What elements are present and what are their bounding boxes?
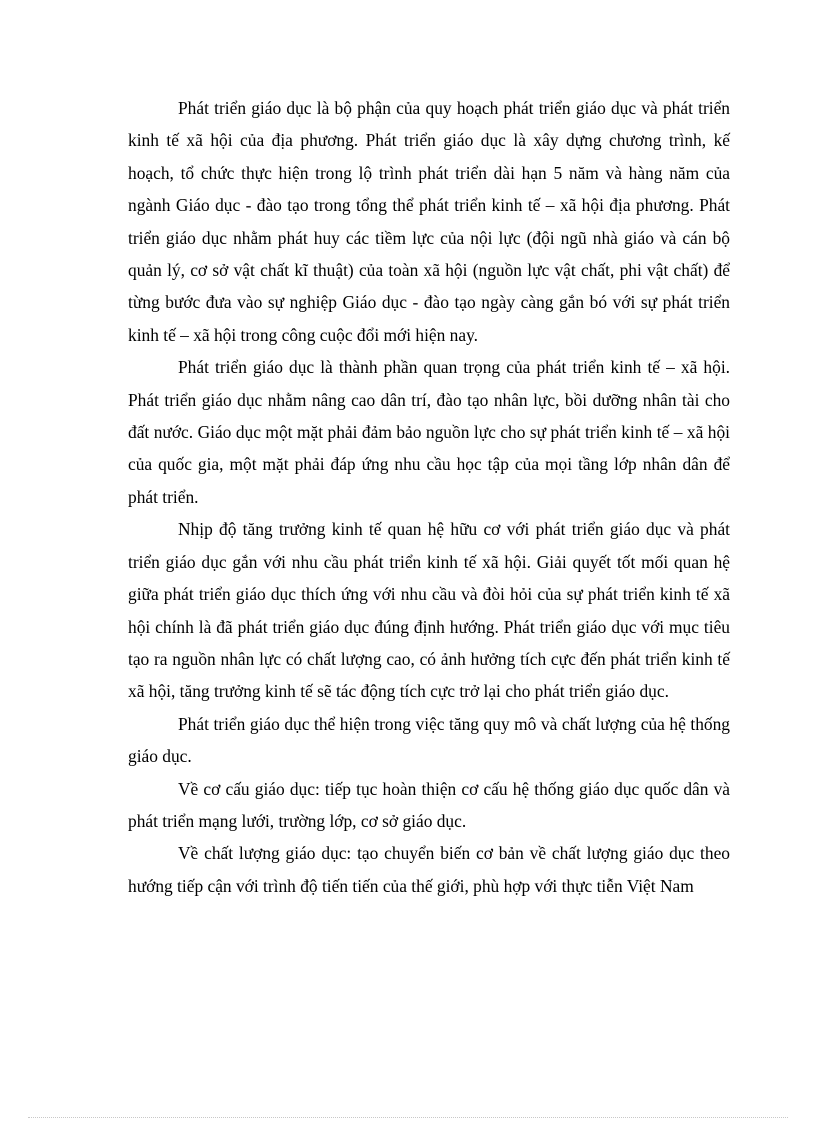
page-bottom-divider xyxy=(28,1117,788,1118)
paragraph-3: Nhịp độ tăng trưởng kinh tế quan hệ hữu cơ với phát triển giáo dục và phát triển giáo dục gắn với nhu cầu phát triển kinh tế xã hội. Giải quyết tốt mối quan hệ giữa phát triển giáo dục thích ứng với nhu cầu và đòi hỏi của sự phát triển kinh tế xã hội chính là đã phát triển giáo dục đúng định hướng. Phát triển giáo dục với mục tiêu tạo ra nguồn nhân lực có chất lượng cao, có ảnh hưởng tích cực đến phát triển kinh tế xã hội, tăng trưởng kinh tế sẽ tác động tích cực trở lại cho phát triển giáo dục. xyxy=(128,519,730,702)
paragraph-6: Về chất lượng giáo dục: tạo chuyển biến cơ bản về chất lượng giáo dục theo hướng tiếp cận với trình độ tiến tiến của thế giới, phù hợp với thực tiễn Việt Nam xyxy=(128,843,730,896)
paragraph-1: Phát triển giáo dục là bộ phận của quy hoạch phát triển giáo dục và phát triển kinh tế xã hội của địa phương. Phát triển giáo dục là xây dựng chương trình, kế hoạch, tổ chức thực hiện trong lộ trình phát triển dài hạn 5 năm và hàng năm của ngành Giáo dục - đào tạo trong tổng thể phát triển kinh tế – xã hội địa phương. Phát triển giáo dục nhằm phát huy các tiềm lực của nội lực (đội ngũ nhà giáo và cán bộ quản lý, cơ sở vật chất kĩ thuật) của toàn xã hội (nguồn lực vật chất, phi vật chất) để từng bước đưa vào sự nghiệp Giáo dục - đào tạo ngày càng gắn bó với sự phát triển kinh tế – xã hội trong công cuộc đổi mới hiện nay. xyxy=(128,98,730,345)
paragraph-2: Phát triển giáo dục là thành phần quan trọng của phát triển kinh tế – xã hội. Phát triển giáo dục nhằm nâng cao dân trí, đào tạo nhân lực, bồi dưỡng nhân tài cho đất nước. Giáo dục một mặt phải đảm bảo nguồn lực cho sự phát triển kinh tế – xã hội của quốc gia, một mặt phải đáp ứng nhu cầu học tập của mọi tầng lớp nhân dân để phát triển. xyxy=(128,357,730,507)
paragraph-5: Về cơ cấu giáo dục: tiếp tục hoàn thiện cơ cấu hệ thống giáo dục quốc dân và phát triển mạng lưới, trường lớp, cơ sở giáo dục. xyxy=(128,778,730,831)
paragraph-4: Phát triển giáo dục thể hiện trong việc tăng quy mô và chất lượng của hệ thống giáo dục. xyxy=(128,713,730,767)
